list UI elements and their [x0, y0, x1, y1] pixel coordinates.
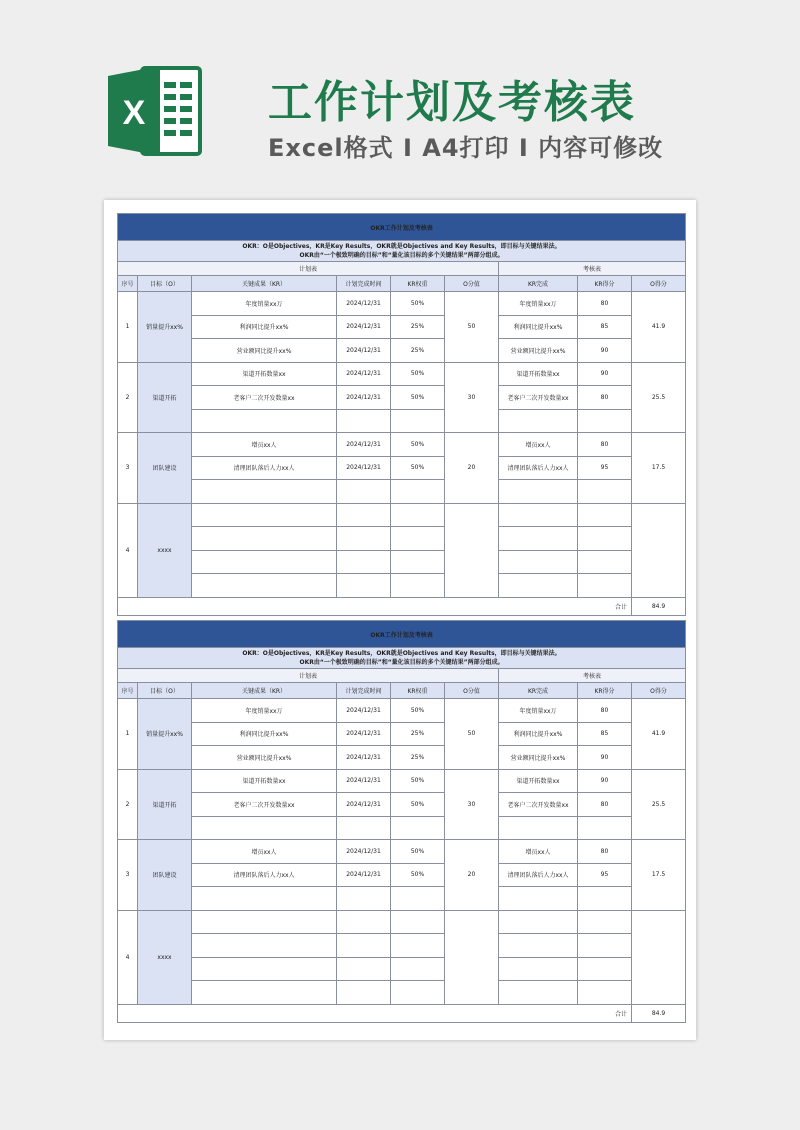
- plan-date-cell[interactable]: 2024/12/31: [337, 769, 391, 793]
- column-header-weight[interactable]: KR权重: [391, 683, 445, 699]
- kr-cell[interactable]: 老客户二次开发数量xx: [192, 386, 337, 410]
- total-label-cell[interactable]: 合计: [118, 597, 632, 615]
- kr-weight-cell[interactable]: 50%: [391, 456, 445, 480]
- kr-done-cell[interactable]: [499, 550, 578, 574]
- objective-number-cell[interactable]: 1: [118, 699, 138, 770]
- o-got-cell[interactable]: 17.5: [632, 433, 686, 504]
- objective-name-cell[interactable]: 销量提升xx%: [138, 699, 192, 770]
- kr-done-cell[interactable]: 老客户二次开发数量xx: [499, 793, 578, 817]
- table-row: [118, 793, 686, 817]
- table-row: [118, 816, 686, 840]
- plan-date-cell[interactable]: 2024/12/31: [337, 362, 391, 386]
- plan-date-cell[interactable]: 2024/12/31: [337, 456, 391, 480]
- spreadsheet-page: [104, 200, 696, 1040]
- o-score-cell[interactable]: 30: [445, 769, 499, 840]
- plan-date-cell[interactable]: 2024/12/31: [337, 793, 391, 817]
- objective-name-cell[interactable]: 销量提升xx%: [138, 292, 192, 363]
- kr-done-cell[interactable]: [499, 574, 578, 598]
- kr-weight-cell[interactable]: 50%: [391, 863, 445, 887]
- kr-done-cell[interactable]: 营业额同比提升xx%: [499, 746, 578, 770]
- column-header-no[interactable]: 序号: [118, 276, 138, 292]
- kr-weight-cell[interactable]: 25%: [391, 746, 445, 770]
- kr-weight-cell[interactable]: 50%: [391, 386, 445, 410]
- table-row: [118, 957, 686, 981]
- o-score-cell[interactable]: 50: [445, 292, 499, 363]
- plan-date-cell[interactable]: [337, 503, 391, 527]
- table-row: [118, 934, 686, 958]
- kr-done-cell[interactable]: [499, 503, 578, 527]
- kr-score-cell[interactable]: 85: [578, 315, 632, 339]
- objective-name-cell[interactable]: 渠道开拓: [138, 769, 192, 840]
- kr-weight-cell[interactable]: [391, 503, 445, 527]
- o-score-cell[interactable]: 20: [445, 433, 499, 504]
- kr-weight-cell[interactable]: 25%: [391, 315, 445, 339]
- kr-done-cell[interactable]: [499, 957, 578, 981]
- kr-done-cell[interactable]: [499, 910, 578, 934]
- column-header-objective[interactable]: 目标（O）: [138, 683, 192, 699]
- table-row: [118, 887, 686, 911]
- kr-done-cell[interactable]: [499, 527, 578, 551]
- column-header-kr-done[interactable]: KR完成: [499, 276, 578, 292]
- plan-date-cell[interactable]: 2024/12/31: [337, 840, 391, 864]
- kr-done-cell[interactable]: [499, 480, 578, 504]
- kr-done-cell[interactable]: [499, 816, 578, 840]
- kr-cell[interactable]: [192, 503, 337, 527]
- kr-score-cell[interactable]: 95: [578, 456, 632, 480]
- kr-weight-cell[interactable]: [391, 480, 445, 504]
- kr-cell[interactable]: 渠道开拓数量xx: [192, 362, 337, 386]
- kr-score-cell[interactable]: [578, 574, 632, 598]
- table-row: [118, 433, 686, 457]
- plan-date-cell[interactable]: [337, 480, 391, 504]
- table-row: [118, 339, 686, 363]
- okr-description[interactable]: [118, 241, 686, 262]
- kr-cell[interactable]: [192, 981, 337, 1005]
- total-label-cell[interactable]: 合计: [118, 1004, 632, 1022]
- table-title[interactable]: OKR工作计划及考核表: [118, 214, 686, 241]
- kr-cell[interactable]: 渠道开拓数量xx: [192, 769, 337, 793]
- table-row: [118, 981, 686, 1005]
- kr-weight-cell[interactable]: 50%: [391, 362, 445, 386]
- table-row: [118, 550, 686, 574]
- kr-cell[interactable]: 年度销量xx万: [192, 699, 337, 723]
- section-plan-label[interactable]: 计划表: [118, 669, 499, 683]
- o-score-cell[interactable]: [445, 910, 499, 1004]
- kr-done-cell[interactable]: 渠道开拓数量xx: [499, 362, 578, 386]
- description-line-1: OKR：O是Objectives，KR是Key Results，OKR就是Objectives and Key Results，即目标与关键结果法。: [242, 650, 561, 657]
- table-row: [118, 699, 686, 723]
- kr-weight-cell[interactable]: [391, 816, 445, 840]
- kr-weight-cell[interactable]: [391, 409, 445, 433]
- excel-logo-icon: [104, 62, 204, 160]
- plan-date-cell[interactable]: 2024/12/31: [337, 699, 391, 723]
- kr-done-cell[interactable]: 渠道开拓数量xx: [499, 769, 578, 793]
- kr-weight-cell[interactable]: 25%: [391, 339, 445, 363]
- objective-number-cell[interactable]: 4: [118, 910, 138, 1004]
- kr-cell[interactable]: [192, 574, 337, 598]
- kr-cell[interactable]: [192, 957, 337, 981]
- kr-cell[interactable]: [192, 934, 337, 958]
- plan-date-cell[interactable]: [337, 934, 391, 958]
- plan-date-cell[interactable]: 2024/12/31: [337, 863, 391, 887]
- column-header-kr-score[interactable]: KR得分: [578, 683, 632, 699]
- kr-done-cell[interactable]: 年度销量xx万: [499, 292, 578, 316]
- kr-done-cell[interactable]: 营业额同比提升xx%: [499, 339, 578, 363]
- okr-description[interactable]: [118, 648, 686, 669]
- table-row: [118, 409, 686, 433]
- kr-score-cell[interactable]: 90: [578, 339, 632, 363]
- table-row: [118, 503, 686, 527]
- kr-cell[interactable]: [192, 816, 337, 840]
- column-header-weight[interactable]: KR权重: [391, 276, 445, 292]
- objective-name-cell[interactable]: 渠道开拓: [138, 362, 192, 433]
- kr-weight-cell[interactable]: [391, 527, 445, 551]
- column-header-o-score[interactable]: O分值: [445, 276, 499, 292]
- objective-name-cell[interactable]: 团队建设: [138, 840, 192, 911]
- o-got-cell[interactable]: 25.5: [632, 769, 686, 840]
- o-got-cell[interactable]: 41.9: [632, 292, 686, 363]
- table-row: [118, 527, 686, 551]
- kr-cell[interactable]: 增员xx人: [192, 433, 337, 457]
- kr-score-cell[interactable]: [578, 910, 632, 934]
- kr-score-cell[interactable]: 90: [578, 769, 632, 793]
- kr-done-cell[interactable]: 年度销量xx万: [499, 699, 578, 723]
- kr-done-cell[interactable]: 清理团队落后人力xx人: [499, 863, 578, 887]
- kr-score-cell[interactable]: [578, 480, 632, 504]
- kr-score-cell[interactable]: [578, 981, 632, 1005]
- plan-date-cell[interactable]: [337, 816, 391, 840]
- kr-done-cell[interactable]: 老客户二次开发数量xx: [499, 386, 578, 410]
- kr-weight-cell[interactable]: 50%: [391, 292, 445, 316]
- column-header-kr-done[interactable]: KR完成: [499, 683, 578, 699]
- kr-done-cell[interactable]: 增员xx人: [499, 433, 578, 457]
- kr-cell[interactable]: [192, 527, 337, 551]
- description-line-2: OKR由“一个极致明确的目标”和“量化该目标的多个关键结果”两部分组成。: [299, 659, 504, 666]
- plan-date-cell[interactable]: 2024/12/31: [337, 315, 391, 339]
- objective-number-cell[interactable]: 2: [118, 362, 138, 433]
- kr-score-cell[interactable]: [578, 550, 632, 574]
- kr-score-cell[interactable]: 90: [578, 746, 632, 770]
- column-header-no[interactable]: 序号: [118, 683, 138, 699]
- objective-number-cell[interactable]: 1: [118, 292, 138, 363]
- kr-cell[interactable]: [192, 550, 337, 574]
- kr-done-cell[interactable]: 利润同比提升xx%: [499, 315, 578, 339]
- table-row: [118, 910, 686, 934]
- kr-cell[interactable]: 营业额同比提升xx%: [192, 746, 337, 770]
- kr-cell[interactable]: [192, 409, 337, 433]
- objective-number-cell[interactable]: 3: [118, 433, 138, 504]
- kr-weight-cell[interactable]: 50%: [391, 840, 445, 864]
- kr-done-cell[interactable]: [499, 981, 578, 1005]
- table-row: [118, 362, 686, 386]
- kr-weight-cell[interactable]: [391, 574, 445, 598]
- plan-date-cell[interactable]: 2024/12/31: [337, 339, 391, 363]
- plan-date-cell[interactable]: 2024/12/31: [337, 722, 391, 746]
- kr-weight-cell[interactable]: [391, 957, 445, 981]
- kr-score-cell[interactable]: 90: [578, 362, 632, 386]
- kr-weight-cell[interactable]: [391, 887, 445, 911]
- kr-cell[interactable]: [192, 910, 337, 934]
- column-header-o-got[interactable]: O得分: [632, 276, 686, 292]
- kr-cell[interactable]: 利润同比提升xx%: [192, 722, 337, 746]
- kr-score-cell[interactable]: 80: [578, 840, 632, 864]
- o-score-cell[interactable]: 50: [445, 699, 499, 770]
- table-row: [118, 574, 686, 598]
- kr-done-cell[interactable]: [499, 934, 578, 958]
- kr-score-cell[interactable]: 80: [578, 292, 632, 316]
- kr-cell[interactable]: 增员xx人: [192, 840, 337, 864]
- kr-score-cell[interactable]: 85: [578, 722, 632, 746]
- kr-score-cell[interactable]: 80: [578, 699, 632, 723]
- kr-score-cell[interactable]: [578, 957, 632, 981]
- excel-logo-letter: X: [122, 94, 146, 132]
- kr-cell[interactable]: [192, 480, 337, 504]
- kr-cell[interactable]: 年度销量xx万: [192, 292, 337, 316]
- plan-date-cell[interactable]: 2024/12/31: [337, 433, 391, 457]
- table-row: [118, 769, 686, 793]
- total-value-cell[interactable]: 84.9: [632, 597, 686, 615]
- kr-score-cell[interactable]: [578, 527, 632, 551]
- o-got-cell[interactable]: [632, 503, 686, 597]
- column-header-date[interactable]: 计划完成时间: [337, 683, 391, 699]
- kr-score-cell[interactable]: [578, 934, 632, 958]
- kr-cell[interactable]: 清理团队落后人力xx人: [192, 863, 337, 887]
- o-got-cell[interactable]: 25.5: [632, 362, 686, 433]
- kr-done-cell[interactable]: [499, 409, 578, 433]
- section-review-label[interactable]: 考核表: [499, 669, 686, 683]
- plan-date-cell[interactable]: [337, 574, 391, 598]
- table-row: [118, 863, 686, 887]
- column-header-date[interactable]: 计划完成时间: [337, 276, 391, 292]
- table-row: [118, 746, 686, 770]
- kr-weight-cell[interactable]: [391, 981, 445, 1005]
- section-plan-label[interactable]: 计划表: [118, 262, 499, 276]
- table-row: [118, 480, 686, 504]
- kr-cell[interactable]: 清理团队落后人力xx人: [192, 456, 337, 480]
- kr-weight-cell[interactable]: [391, 550, 445, 574]
- table-title[interactable]: OKR工作计划及考核表: [118, 621, 686, 648]
- column-header-kr-score[interactable]: KR得分: [578, 276, 632, 292]
- kr-weight-cell[interactable]: 50%: [391, 699, 445, 723]
- kr-weight-cell[interactable]: 50%: [391, 769, 445, 793]
- plan-date-cell[interactable]: [337, 910, 391, 934]
- objective-number-cell[interactable]: 3: [118, 840, 138, 911]
- o-got-cell[interactable]: 41.9: [632, 699, 686, 770]
- objective-name-cell[interactable]: 团队建设: [138, 433, 192, 504]
- description-line-2: OKR由“一个极致明确的目标”和“量化该目标的多个关键结果”两部分组成。: [299, 252, 504, 259]
- plan-date-cell[interactable]: [337, 527, 391, 551]
- table-row: [118, 292, 686, 316]
- column-header-kr[interactable]: 关键成果（KR）: [192, 683, 337, 699]
- plan-date-cell[interactable]: 2024/12/31: [337, 386, 391, 410]
- objective-number-cell[interactable]: 2: [118, 769, 138, 840]
- total-value-cell[interactable]: 84.9: [632, 1004, 686, 1022]
- plan-date-cell[interactable]: [337, 550, 391, 574]
- plan-date-cell[interactable]: [337, 887, 391, 911]
- kr-score-cell[interactable]: 80: [578, 386, 632, 410]
- table-row: [118, 386, 686, 410]
- o-score-cell[interactable]: 20: [445, 840, 499, 911]
- table-row: [118, 456, 686, 480]
- objective-name-cell[interactable]: xxxx: [138, 503, 192, 597]
- o-got-cell[interactable]: 17.5: [632, 840, 686, 911]
- column-header-o-got[interactable]: O得分: [632, 683, 686, 699]
- kr-score-cell[interactable]: [578, 409, 632, 433]
- okr-table-block-2: [117, 620, 685, 1023]
- plan-date-cell[interactable]: [337, 957, 391, 981]
- okr-table: [117, 620, 686, 1023]
- hero-title: 工作计划及考核表: [268, 77, 636, 128]
- kr-done-cell[interactable]: [499, 887, 578, 911]
- okr-table-block-1: [117, 213, 685, 616]
- kr-cell[interactable]: 利润同比提升xx%: [192, 315, 337, 339]
- column-header-objective[interactable]: 目标（O）: [138, 276, 192, 292]
- o-score-cell[interactable]: 30: [445, 362, 499, 433]
- column-header-kr[interactable]: 关键成果（KR）: [192, 276, 337, 292]
- kr-weight-cell[interactable]: 25%: [391, 722, 445, 746]
- kr-cell[interactable]: [192, 887, 337, 911]
- kr-score-cell[interactable]: [578, 503, 632, 527]
- kr-weight-cell[interactable]: [391, 910, 445, 934]
- o-score-cell[interactable]: [445, 503, 499, 597]
- o-got-cell[interactable]: [632, 910, 686, 1004]
- kr-score-cell[interactable]: 80: [578, 433, 632, 457]
- plan-date-cell[interactable]: 2024/12/31: [337, 292, 391, 316]
- objective-number-cell[interactable]: 4: [118, 503, 138, 597]
- kr-done-cell[interactable]: 清理团队落后人力xx人: [499, 456, 578, 480]
- kr-done-cell[interactable]: 利润同比提升xx%: [499, 722, 578, 746]
- table-row: [118, 315, 686, 339]
- kr-score-cell[interactable]: [578, 887, 632, 911]
- section-review-label[interactable]: 考核表: [499, 262, 686, 276]
- plan-date-cell[interactable]: [337, 409, 391, 433]
- plan-date-cell[interactable]: 2024/12/31: [337, 746, 391, 770]
- kr-done-cell[interactable]: 增员xx人: [499, 840, 578, 864]
- plan-date-cell[interactable]: [337, 981, 391, 1005]
- kr-weight-cell[interactable]: 50%: [391, 793, 445, 817]
- kr-score-cell[interactable]: 95: [578, 863, 632, 887]
- kr-score-cell[interactable]: 80: [578, 793, 632, 817]
- kr-cell[interactable]: 营业额同比提升xx%: [192, 339, 337, 363]
- table-row: [118, 840, 686, 864]
- description-line-1: OKR：O是Objectives，KR是Key Results，OKR就是Objectives and Key Results，即目标与关键结果法。: [242, 243, 561, 250]
- kr-score-cell[interactable]: [578, 816, 632, 840]
- kr-weight-cell[interactable]: [391, 934, 445, 958]
- objective-name-cell[interactable]: xxxx: [138, 910, 192, 1004]
- table-row: [118, 722, 686, 746]
- okr-table: [117, 213, 686, 616]
- kr-weight-cell[interactable]: 50%: [391, 433, 445, 457]
- hero-subtitle: Excel格式 I A4打印 I 内容可修改: [268, 134, 664, 162]
- kr-cell[interactable]: 老客户二次开发数量xx: [192, 793, 337, 817]
- column-header-o-score[interactable]: O分值: [445, 683, 499, 699]
